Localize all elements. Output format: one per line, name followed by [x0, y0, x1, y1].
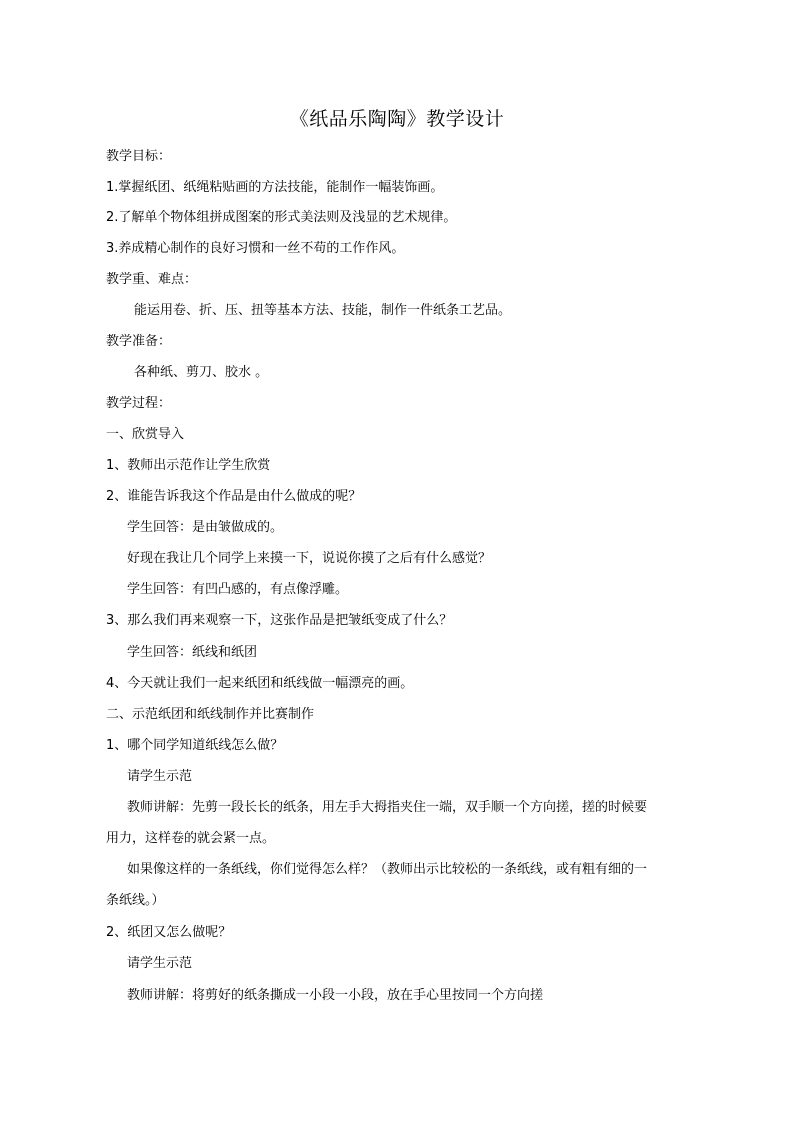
document-title: 《纸品乐陶陶》教学设计	[289, 108, 505, 130]
preparation-text: 各种纸、剪刀、胶水 。	[134, 365, 269, 380]
section-heading-key-points: 教学重、难点：	[106, 272, 198, 287]
objective-item: 2.了解单个物体组拼成图案的形式美法则及浅显的艺术规律。	[106, 210, 457, 225]
section-heading-objectives: 教学目标：	[106, 149, 172, 164]
section-heading-preparation: 教学准备：	[106, 334, 172, 349]
process-step: 2、谁能告诉我这个作品是由什么做成的呢？	[106, 489, 362, 504]
section-heading-process: 教学过程：	[106, 396, 172, 411]
process-detail: 学生回答：纸线和纸团	[127, 645, 258, 660]
process-part-heading: 一、欣赏导入	[106, 427, 185, 442]
process-step: 3、那么我们再来观察一下，这张作品是把皱纸变成了什么？	[106, 613, 453, 628]
process-step: 1、哪个同学知道纸线怎么做？	[106, 738, 284, 753]
process-detail: 请学生示范	[127, 956, 193, 971]
process-detail: 学生回答：是由皱做成的。	[127, 520, 284, 535]
key-points-text: 能运用卷、折、压、扭等基本方法、技能，制作一件纸条工艺品。	[134, 303, 512, 318]
process-step: 2、纸团又怎么做呢？	[106, 925, 232, 940]
process-detail: 好现在我让几个同学上来摸一下，说说你摸了之后有什么感觉？	[127, 551, 492, 566]
process-step: 4、今天就让我们一起来纸团和纸线做一幅漂亮的画。	[106, 676, 414, 691]
process-detail-continued: 用力，这样卷的就会紧一点。	[106, 831, 276, 846]
process-part-heading: 二、示范纸团和纸线制作并比赛制作	[106, 707, 315, 722]
process-detail: 教师讲解：先剪一段长长的纸条，用左手大拇指夹住一端，双手顺一个方向搓，搓的时候要	[127, 800, 648, 815]
process-detail: 学生回答：有凹凸感的，有点像浮雕。	[127, 582, 349, 597]
process-detail: 教师讲解：将剪好的纸条撕成一小段一小段，放在手心里按同一个方向搓	[127, 988, 544, 1003]
process-detail: 如果像这样的一条纸线，你们觉得怎么样？（教师出示比较松的一条纸线，或有粗有细的一	[127, 862, 648, 877]
process-step: 1、教师出示范作让学生欣赏	[106, 458, 271, 473]
objective-item: 1.掌握纸团、纸绳粘贴画的方法技能，能制作一幅装饰画。	[106, 180, 444, 195]
objective-item: 3.养成精心制作的良好习惯和一丝不苟的工作作风。	[106, 241, 405, 256]
process-detail: 请学生示范	[127, 769, 193, 784]
process-detail-continued: 条纸线。）	[106, 893, 165, 908]
